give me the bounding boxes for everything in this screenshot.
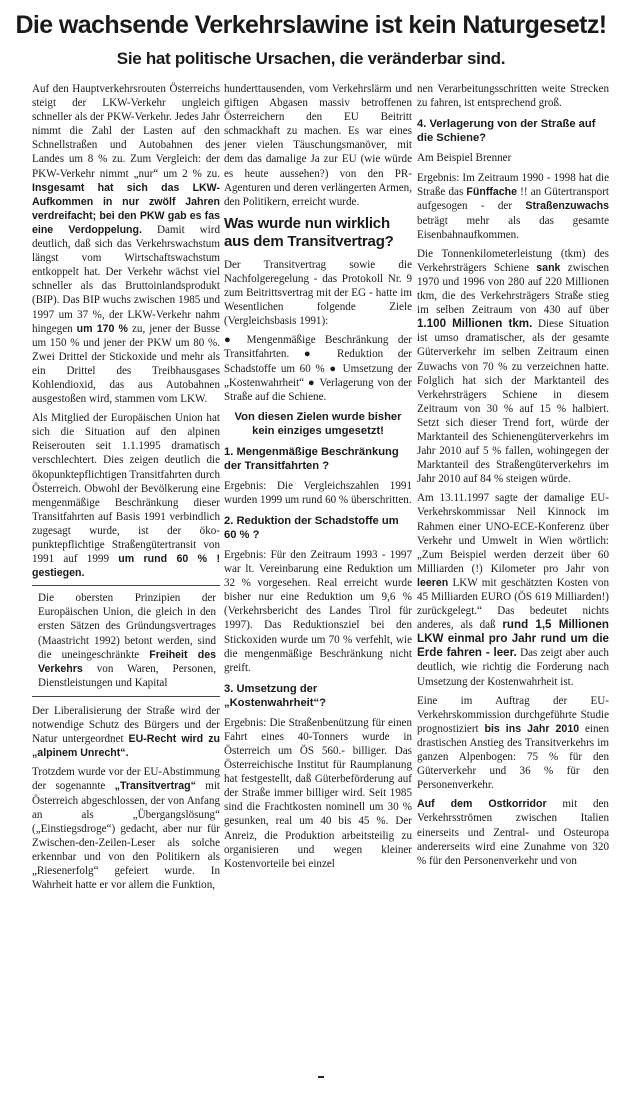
column-1 [32,82,220,897]
subsection-heading: 1. Mengenmäßige Beschränkung der Transitfahrten ? [224,445,399,472]
emphasis-text: leeren [417,576,449,589]
emphasis-text: rund 1,5 Millionen LKW einmal pro Jahr rund um die Erde fahren - leer. [417,618,609,660]
paragraph: Ergebnis: Im Zeitraum 1990 - 1998 hat die Straße das Fünffache !! an Gütertransport aufgesogen - der Straßenzuwachs beträgt mehr als das gesamte Eisenbahnaufkommen. [417,172,609,241]
paragraph: Der Transitvertrag sowie die Nachfolgeregelung - das Protokoll Nr. 9 zum Beitrittsvertrag mit der EG - hatte im Wesentlichen folgende Ziele (Vergleichsbasis 1991): [224,258,412,328]
emphasis-text: sank [536,261,561,274]
paragraph: Am 13.11.1997 sagte der damalige EU-Verkehrskommissar Neil Kinnock im Rahmen einer UNO-ECE-Konferenz über Verkehr und Umwelt in Wien wörtlich: „Zum Beispiel werden derzeit über 60 Milliarden (!) Kilometer pro Jahr von leeren LKW mit geschätzten Kosten von 45 Milliarden EURO (ÖS 619 Milliarden!) zurückgelegt.“ Das bedeutet nichts anderes, als daß rund 1,5 Millionen LKW einmal pro Jahr rund um die Erde fahren - leer. Das zeigt aber auch deutlich, wie richtig die Forderung nach Umsetzung der Kostenwahrheit ist. [417,492,609,688]
subsection-heading: 2. Reduktion der Schadstoffe um 60 % ? [224,514,399,541]
paragraph: Trotzdem wurde vor der EU-Abstimmung der sogenannte „Transitvertrag“ mit Österreich abgeschlossen, der von Anfang an als „Übergangslösung“ („Einstiegsdroge“) gedacht, aber nur für Zwischen-den-Zeilen-Leser als solche erkennbar und von den Politikern als „Riesenerfolg“ gefeiert wurde. In Wahrheit hatte er vor allem die Funktion, [32,766,220,892]
paragraph: hunderttausenden, vom Verkehrslärm und giftigen Abgasen massiv betroffenen Österreichern den EU Beitritt schmackhaft zu machen. Es war eines jener vielen Täuschungsmanöver, mit dem das damalige Ja zur EU (wie würde es heute aussehen?) von den PR-Agenturen und deren verlängerten Armen, den Politikern, erreicht wurde. [224,83,412,208]
emphasis-text: „Transitvertrag“ [114,780,196,793]
emphasis-text: um rund 60 % ! gestiegen. [32,553,220,580]
paragraph: Die obersten Prinzipien der Europäischen Union, die gleich in den ersten Sätzen des Gründungsvertrages (Maastricht 1992) betont werden, sind die uneingeschränkte Freiheit des Verkehrs von Waren, Personen, Dienstleistungen und Kapital [38,592,216,689]
example-label: Am Beispiel Brenner [417,152,512,165]
paragraph: Die Tonnenkilometerleistung (tkm) des Verkehrsträgers Schiene sank zwischen 1970 und 1996 von 280 auf 220 Millionen tkm, die des Verkehrsträgers Straße stieg im selben Zeitraum von 430 auf über 1.100 Millionen tkm. Diese Situation ist umso dramatischer, als der gesamte Güterverkehr im selben Zeitraum einen Zuwachs von 70 % zu verzeichnen hatte. Folglich hat sich der Marktanteil des Verkehrsträgers Schiene in diesem Zeitraum von 30 % auf 15 % halbiert. Setzt sich dieser Trend fort, würde der Marktanteil des Schienengüterverkehrs im Jahr 2010 auf 5 % fallen, wohingegen der Marktanteil des Straßengüterverkehrs im Jahr 2010 auf 84 % steigen würde. [417,247,609,486]
column-2 [224,82,412,876]
emphasis-text: 1.100 Millionen tkm. [417,317,533,331]
subsection-heading: 3. Umsetzung der „Kostenwahrheit“? [224,682,326,709]
paragraph: Als Mitglied der Europäischen Union hat sich die Situation auf den alpinen Reiserouten seit 1.1.1995 dramatisch verschlechtert. Dies zeigen deutlich die ökopunktepflichtigen Transitfahrten durch Österreich. Obwohl der Bevölkerung eine mengenmäßige Beschränkung dieser Transitfahrten auf Basis 1991 verbindlich zugesagt wurde, ist der öko-punktepflichtige Straßengütertransit von 1991 auf 1999 um rund 60 % ! gestiegen. [32,412,220,580]
column-3 [417,82,609,873]
emphasis-text: bis ins Jahr 2010 [484,722,580,735]
paragraph: Auf dem Ostkorridor mit den Verkehrsströmen zwischen Italien einerseits und Zentral- und Osteuropa andererseits wird eine Zunahme von 320 % für den Personenverkehr und von [417,798,609,867]
paragraph: Ergebnis: Die Vergleichszahlen 1991 wurden 1999 um rund 60 % überschritten. [224,479,412,506]
emphasis-text: Fünffache [466,186,518,199]
emphasis-text: Freiheit des Verkehrs [38,648,216,675]
emphasis-text: Insgesamt hat sich das LKW-Aufkommen in nur zwölf Jahren verdreifacht; bei den PKW gab es fas eine Verdoppelung. [32,181,220,236]
paragraph: Der Liberalisierung der Straße wird der notwendige Schutz des Bürgers und der Natur untergeordnet EU-Recht wird zu „alpinem Unrecht“. [32,704,220,760]
emphasis-text: Auf dem Ostkorridor [417,798,547,811]
key-statement: Von diesen Zielen wurde bisher kein einziges umgesetzt! [234,410,402,437]
paragraph: nen Verarbeitungsschritten weite Strecken zu fahren, ist entsprechend groß. [417,83,609,110]
eu-principles-box [32,585,220,697]
goals-list: ● Mengenmäßige Beschränkung der Transitfahrten. ● Reduktion der Schadstoffe um 60 % ● Umsetzung der „Kostenwahrheit“ ● Verlagerung von der Straße auf die Schiene. [224,334,412,403]
page-mark [318,1076,324,1078]
emphasis-text: um 170 % [76,322,128,335]
paragraph: Auf den Hauptverkehrsrouten Österreichs steigt der LKW-Verkehr ungleich schneller als der PKW-Verkehr. Jedes Jahr nimmt die Zahl der Lasten auf den Schnellstraßen und Autobahnen des Landes um 8 % zu. Zum Vergleich: der PKW-Verkehr nimmt „nur“ um 2 % zu. Insgesamt hat sich das LKW-Aufkommen in nur zwölf Jahren verdreifacht; bei den PKW gab es fas eine Verdoppelung. Damit wird deutlich, daß sich das Verkehrswachstum längst vom Wirtschaftswachstum entkoppelt hat. Der Verkehr wächst viel schneller als das Bruttoinlandsprodukt (BIP). Das BIP wuchs zwischen 1985 und 1997 um 37 %, der LKW-Verkehr nahm hingegen um 170 % zu, jener der Busse um 150 % und jener der PKW um 80 %. Zwei Drittel der Stickoxide und mehr als ein Drittel des Treibhausgases Kohlendioxid, das aus Autobahnen ausgestoßen wird, stammen vom LKW. [32,83,221,406]
paragraph: Ergebnis: Für den Zeitraum 1993 - 1997 war lt. Vereinbarung eine Reduktion um 32 % vorgesehen. Real erreicht wurde bisher nur eine Reduktion um 9,6 % (Verkehrsbericht des Landes Tirol für 1997). Das Reduktionsziel bei den Stickoxiden wurde um 70 % verfehlt, wie die mengenmäßige Beschränkung nicht greift. [224,548,412,674]
subsection-heading: 4. Verlagerung von der Straße auf die Schiene? [417,118,596,145]
emphasis-text: Straßenzuwachs [525,200,609,213]
paragraph: Ergebnis: Die Straßenbenützung für einen Fahrt eines 40-Tonners wurde in Österreich um ÖS 560.- billiger. Das Österreichische Institut für Raumplanung hat festgestellt, daß Güterbeförderung auf der Straße immer billiger wird. Seit 1985 sind die Frachtkosten nominell um 30 % gesunken, real um 40 bis 45 %. Der Anreiz, die Produktion arbeitsteilig zu organisieren und wegen kleiner Kostenvorteile bei einzel [224,716,412,870]
article-title: Die wachsende Verkehrslawine ist kein Naturgesetz! [15,11,607,39]
emphasis-text: EU-Recht wird zu „alpinem Unrecht“. [32,733,220,760]
section-heading: Was wurde nun wirklich aus dem Transitvertrag? [224,214,394,250]
article-subtitle: Sie hat politische Ursachen, die veränderbar sind. [116,49,506,68]
paragraph: Eine im Auftrag der EU-Verkehrskommission durchgeführte Studie prognostiziert bis ins Jahr 2010 einen drastischen Anstieg des Transitverkehrs im ganzen Alpenbogen: 75 % für den Güterverkehr und 36 % für den Personenverkehr. [417,694,609,792]
